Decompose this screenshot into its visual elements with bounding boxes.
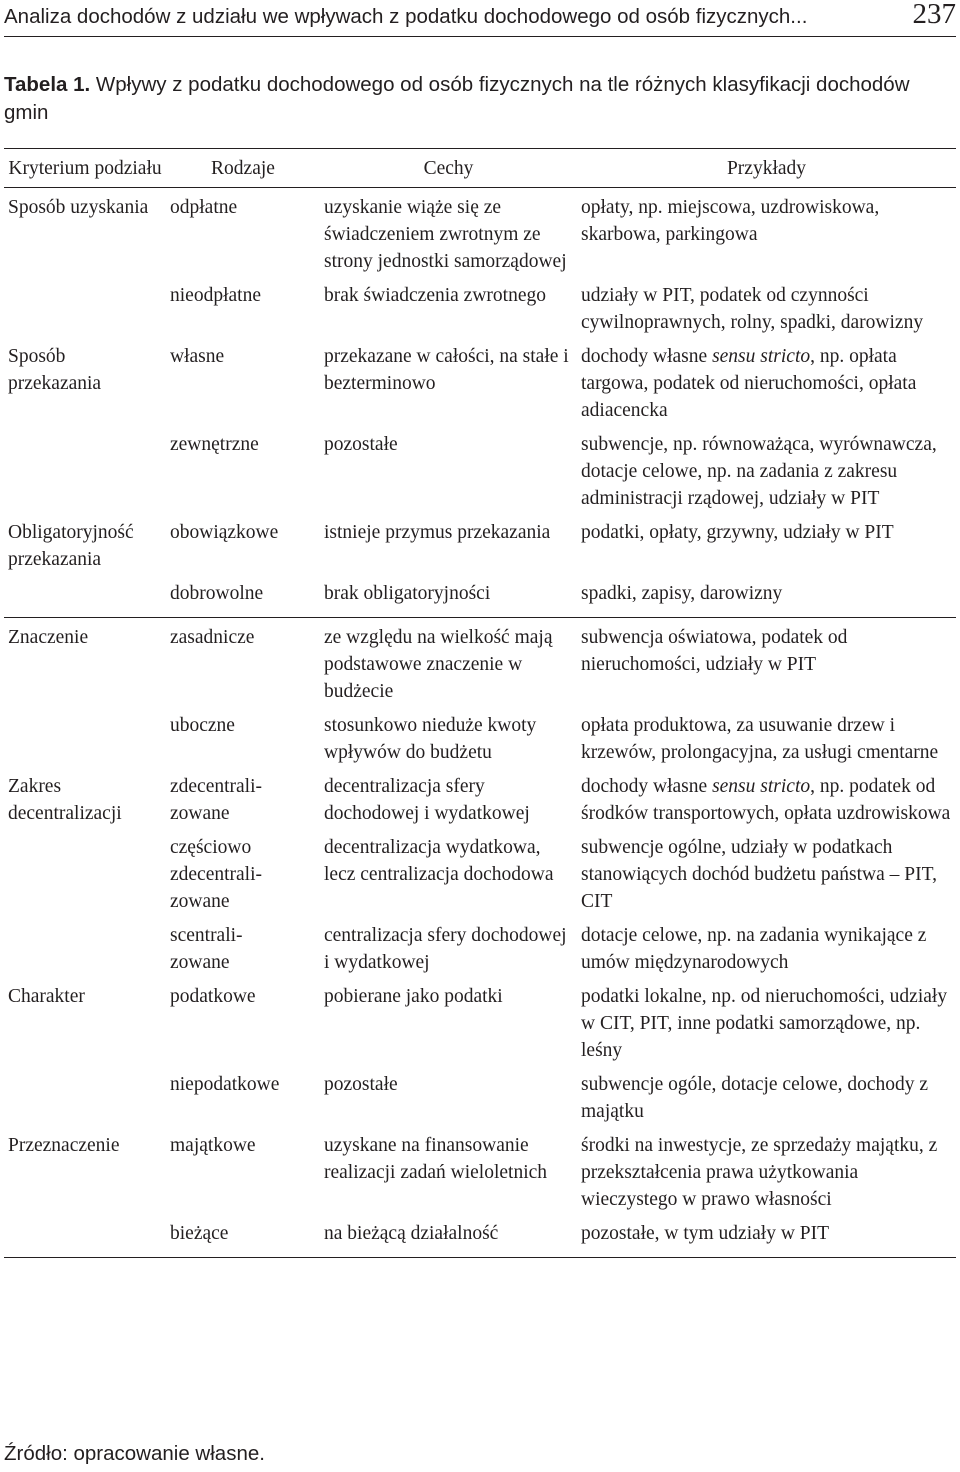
cell-rodzaj: nieodpłatne bbox=[170, 285, 261, 306]
header-przyklady: Przykłady bbox=[577, 149, 956, 188]
cell-kryterium bbox=[4, 1071, 166, 1132]
cell-przyklady: podatki, opłaty, grzywny, udziały w PIT bbox=[581, 522, 894, 543]
cell-rodzaj: zewnętrzne bbox=[170, 434, 259, 455]
przyklady-text: dochody własne bbox=[581, 346, 713, 367]
classification-table bbox=[4, 148, 956, 1258]
cell-cechy: brak świadczenia zwrotnego bbox=[324, 285, 546, 306]
cell-przyklady: podatki lokalne, np. od nieruchomości, udziały w CIT, PIT, inne podatki samorządowe, np. leśny bbox=[581, 986, 948, 1061]
table-row bbox=[4, 1132, 956, 1220]
table-row bbox=[4, 188, 956, 283]
header-kryterium: Kryterium podziału bbox=[4, 149, 166, 188]
cell-kryterium: Sposób przekazania bbox=[8, 346, 102, 394]
table-title: Wpływy z podatku dochodowego od osób fizycznych na tle różnych klasyfikacji dochodów gmin bbox=[4, 73, 910, 124]
cell-rodzaj: obowiązkowe bbox=[170, 522, 279, 543]
cell-cechy: istnieje przymus przekazania bbox=[324, 522, 551, 543]
cell-rodzaj: uboczne bbox=[170, 715, 235, 736]
table-row bbox=[4, 1220, 956, 1258]
source-note: Źródło: opracowanie własne. bbox=[4, 1442, 265, 1465]
cell-rodzaj: zdecentrali- zowane bbox=[170, 776, 263, 824]
header-cechy: Cechy bbox=[320, 149, 577, 188]
cell-przyklady bbox=[577, 343, 956, 431]
cell-przyklady: opłaty, np. miejscowa, uzdrowiskowa, skarbowa, parkingowa bbox=[581, 197, 880, 245]
przyklady-italic: sensu stricto bbox=[712, 776, 811, 797]
table-caption bbox=[4, 71, 956, 127]
cell-rodzaj: zasadnicze bbox=[170, 627, 255, 648]
przyklady-text: dochody własne bbox=[581, 776, 713, 797]
cell-przyklady: udziały w PIT, podatek od czynności cywilnoprawnych, rolny, spadki, darowizny bbox=[581, 285, 924, 333]
cell-przyklady bbox=[577, 773, 956, 834]
cell-przyklady: subwencje, np. równoważąca, wyrównawcza, dotacje celowe, np. na zadania z zakresu administracji rządowej, udziały w PIT bbox=[581, 434, 937, 509]
cell-przyklady: dotacje celowe, np. na zadania wynikające z umów międzynarodowych bbox=[581, 925, 927, 973]
cell-kryterium bbox=[4, 922, 166, 983]
table-row bbox=[4, 1071, 956, 1132]
cell-kryterium: Charakter bbox=[8, 986, 85, 1007]
cell-kryterium bbox=[4, 834, 166, 922]
table-row bbox=[4, 282, 956, 343]
cell-rodzaj: bieżące bbox=[166, 1220, 320, 1258]
cell-kryterium: Obligatoryjność przekazania bbox=[8, 522, 134, 570]
table-row bbox=[4, 618, 956, 713]
przyklady-text: , np. podatek od środków transportowych, opłata uzdrowiskowa bbox=[581, 776, 951, 824]
cell-cechy: stosunkowo nieduże kwoty wpływów do budżetu bbox=[324, 715, 537, 763]
table-row bbox=[4, 343, 956, 431]
table-header-row bbox=[4, 149, 956, 188]
cell-cechy: pozostałe bbox=[324, 434, 398, 455]
cell-kryterium: Zakres decentralizacji bbox=[8, 776, 122, 824]
table-row bbox=[4, 834, 956, 922]
cell-kryterium bbox=[4, 712, 166, 773]
cell-cechy: przekazane w całości, na stałe i bezterminowo bbox=[324, 346, 569, 394]
cell-przyklady: subwencje ogóle, dotacje celowe, dochody z majątku bbox=[581, 1074, 929, 1122]
przyklady-text: , np. opłata targowa, podatek od nieruchomości, opłata adiacencka bbox=[581, 346, 917, 421]
cell-przyklady: spadki, zapisy, darowizny bbox=[577, 580, 956, 618]
cell-przyklady: subwencje ogólne, udziały w podatkach stanowiących dochód budżetu państwa – PIT, CIT bbox=[581, 837, 937, 912]
cell-rodzaj: majątkowe bbox=[170, 1135, 256, 1156]
cell-kryterium bbox=[4, 282, 166, 343]
table-row bbox=[4, 519, 956, 580]
running-title: Analiza dochodów z udziału we wpływach z podatku dochodowego od osób fizycznych... bbox=[4, 5, 808, 28]
cell-cechy: decentralizacja sfery dochodowej i wydatkowej bbox=[324, 776, 530, 824]
cell-cechy: centralizacja sfery dochodowej i wydatkowej bbox=[324, 925, 567, 973]
cell-kryterium bbox=[4, 580, 166, 618]
header-rodzaje: Rodzaje bbox=[166, 149, 320, 188]
cell-kryterium bbox=[4, 1220, 166, 1258]
cell-rodzaj: własne bbox=[170, 346, 225, 367]
cell-rodzaj: niepodatkowe bbox=[170, 1074, 280, 1095]
cell-kryterium: Sposób uzyskania bbox=[8, 197, 149, 218]
przyklady-italic: sensu stricto bbox=[712, 346, 811, 367]
table-row bbox=[4, 712, 956, 773]
cell-kryterium bbox=[4, 431, 166, 519]
cell-cechy: pozostałe bbox=[324, 1074, 398, 1095]
running-header bbox=[4, 0, 956, 37]
cell-rodzaj: odpłatne bbox=[170, 197, 238, 218]
cell-przyklady: subwencja oświatowa, podatek od nieruchomości, udziały w PIT bbox=[581, 627, 848, 675]
cell-cechy: uzyskanie wiąże się ze świadczeniem zwrotnym ze strony jednostki samorządowej bbox=[324, 197, 567, 272]
cell-cechy: decentralizacja wydatkowa, lecz centralizacja dochodowa bbox=[324, 837, 554, 885]
table-row bbox=[4, 983, 956, 1071]
cell-rodzaj: scentrali- zowane bbox=[170, 925, 243, 973]
table-row bbox=[4, 431, 956, 519]
cell-cechy: brak obligatoryjności bbox=[320, 580, 577, 618]
cell-kryterium: Przeznaczenie bbox=[8, 1135, 120, 1156]
table-label: Tabela 1. bbox=[4, 73, 91, 96]
page-number: 237 bbox=[912, 0, 956, 30]
cell-cechy: pobierane jako podatki bbox=[324, 986, 503, 1007]
cell-cechy: na bieżącą działalność bbox=[320, 1220, 577, 1258]
cell-rodzaj: dobrowolne bbox=[166, 580, 320, 618]
cell-cechy: ze względu na wielkość mają podstawowe znaczenie w budżecie bbox=[324, 627, 553, 702]
cell-przyklady: opłata produktowa, za usuwanie drzew i krzewów, prolongacyjna, za usługi cmentarne bbox=[581, 715, 939, 763]
cell-rodzaj: częściowo zdecentrali- zowane bbox=[170, 837, 263, 912]
cell-cechy: uzyskane na finansowanie realizacji zadań wieloletnich bbox=[324, 1135, 548, 1183]
cell-kryterium: Znaczenie bbox=[8, 627, 89, 648]
cell-rodzaj: podatkowe bbox=[170, 986, 256, 1007]
cell-przyklady: środki na inwestycje, ze sprzedaży majątku, z przekształcenia prawa użytkowania wieczystego w prawo własności bbox=[581, 1135, 938, 1210]
table-row bbox=[4, 773, 956, 834]
cell-przyklady: pozostałe, w tym udziały w PIT bbox=[577, 1220, 956, 1258]
table-row bbox=[4, 580, 956, 618]
table-row bbox=[4, 922, 956, 983]
